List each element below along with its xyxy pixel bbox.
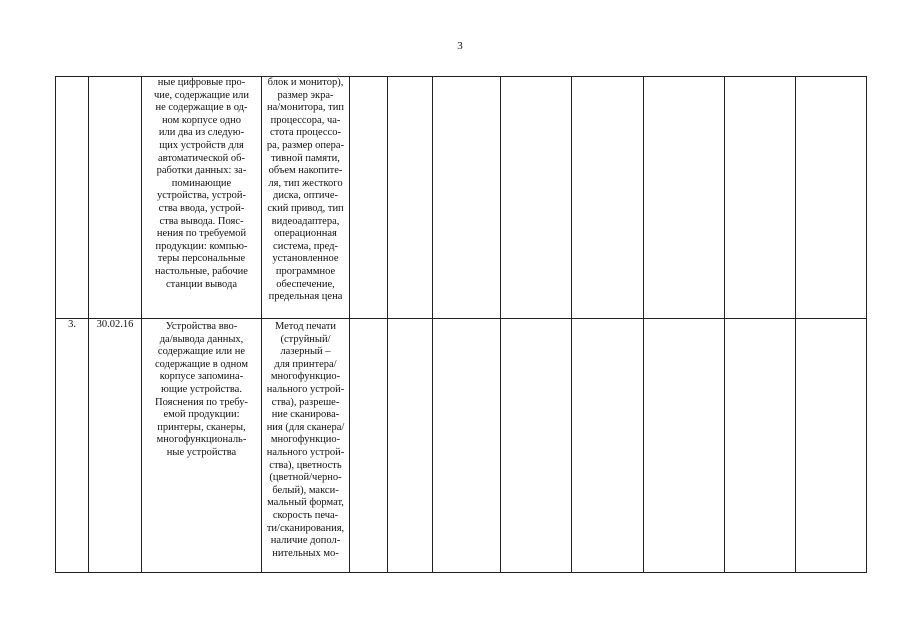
description-line: емой продукции: <box>163 409 240 421</box>
parameters-line: размер экра- <box>277 89 334 101</box>
parameters-line: для принтера/ <box>274 358 337 370</box>
empty-cell <box>572 319 644 573</box>
description-line: ные устройства <box>166 446 237 458</box>
description-line: продукции: компью- <box>155 240 248 252</box>
description-cell <box>142 77 262 319</box>
parameters-line: мальный формат, <box>267 497 344 509</box>
empty-cell <box>796 77 867 319</box>
description-line: ства ввода, устрой- <box>158 202 245 214</box>
description-line: многофункциональ- <box>156 434 247 446</box>
parameters-line: диска, оптиче- <box>273 190 338 202</box>
parameters-line: нительных мо- <box>272 547 339 559</box>
parameters-cell <box>262 77 350 319</box>
parameters-line: многофункцио- <box>270 434 341 446</box>
parameters-line: белый), макси- <box>272 484 339 496</box>
page-number: 3 <box>457 40 463 52</box>
requirements-table <box>55 76 867 573</box>
empty-cell <box>350 319 388 573</box>
parameters-line: (цветной/черно- <box>269 472 342 484</box>
parameters-line: предельная цена <box>268 291 343 303</box>
description-line: автоматической об- <box>157 152 246 164</box>
description-line: ном корпусе одно <box>161 114 242 126</box>
empty-cell <box>725 77 796 319</box>
parameters-line: ти/сканирования, <box>266 522 345 534</box>
parameters-line: нального устрой- <box>266 446 345 458</box>
description-line: содержащие или не <box>157 346 246 358</box>
empty-cell <box>350 77 388 319</box>
empty-cell <box>433 77 501 319</box>
description-cell <box>142 319 262 573</box>
parameters-line: программное <box>275 265 336 277</box>
description-line: Пояснения по требу- <box>155 396 248 408</box>
description-line: настольные, рабочие <box>155 265 248 277</box>
parameters-line: процессора, ча- <box>270 114 341 126</box>
parameters-line: обеспечение, <box>276 278 335 290</box>
parameters-cell <box>262 319 350 573</box>
description-line: теры персональные <box>157 253 246 265</box>
parameters-line: блок и монитор), <box>267 77 344 88</box>
description-line: ства вывода. Пояс- <box>159 215 244 227</box>
parameters-line: лазерный – <box>280 346 331 358</box>
empty-cell <box>644 77 725 319</box>
description-line: да/вывода данных, <box>159 333 244 345</box>
empty-cell <box>433 319 501 573</box>
parameters-line: наличие допол- <box>270 535 341 547</box>
description-line: ющие устройства. <box>161 383 242 395</box>
description-line: или два из следую- <box>158 127 245 139</box>
description-line: принтеры, сканеры, <box>157 421 246 433</box>
parameters-line: ства), разреше- <box>271 396 340 408</box>
row-number-cell: 3. <box>56 319 89 573</box>
empty-cell <box>388 319 433 573</box>
parameters-line: многофункцио- <box>270 371 341 383</box>
date-cell <box>89 77 142 319</box>
table-row <box>56 319 867 573</box>
description-line: корпусе запомина- <box>159 371 244 383</box>
parameters-line: ства), цветность <box>269 459 342 471</box>
parameters-line: ния (для сканера/ <box>266 421 345 433</box>
parameters-line: объем накопите- <box>268 165 343 177</box>
description-line: Устройства вво- <box>165 321 238 332</box>
parameters-line: ние сканирова- <box>271 409 340 421</box>
description-line: поминающие <box>171 177 232 189</box>
parameters-line: ра, размер опера- <box>266 139 345 151</box>
parameters-line: тивной памяти, <box>271 152 340 164</box>
empty-cell <box>501 319 572 573</box>
description-line: щих устройств для <box>159 139 244 151</box>
date-cell: 30.02.16 <box>89 319 142 573</box>
parameters-line: Метод печати <box>274 321 337 332</box>
row-number-cell <box>56 77 89 319</box>
description-line: содержащие в одном <box>155 358 248 370</box>
parameters-line: (струйный/ <box>280 333 331 345</box>
parameters-line: система, пред- <box>273 240 338 252</box>
description-line: работки данных: за- <box>156 165 247 177</box>
empty-cell <box>501 77 572 319</box>
empty-cell <box>644 319 725 573</box>
description-line: чие, содержащие или <box>153 89 250 101</box>
parameters-line: установленное <box>272 253 339 265</box>
table-row <box>56 77 867 319</box>
parameters-line: ский привод, тип <box>267 202 344 214</box>
parameters-line: ля, тип жесткого <box>268 177 343 189</box>
empty-cell <box>388 77 433 319</box>
parameters-line: видеоадаптера, <box>271 215 340 227</box>
empty-cell <box>572 77 644 319</box>
empty-cell <box>725 319 796 573</box>
empty-cell <box>796 319 867 573</box>
description-line: устройства, устрой- <box>157 190 246 202</box>
description-line: нения по требуемой <box>156 228 247 240</box>
description-line: ные цифровые про- <box>157 77 246 88</box>
description-line: станции вывода <box>166 278 237 290</box>
parameters-line: операционная <box>274 228 337 240</box>
parameters-line: нального устрой- <box>266 383 345 395</box>
description-line: не содержащие в од- <box>155 102 248 114</box>
parameters-line: скорость печа- <box>272 509 339 521</box>
parameters-line: стота процессо- <box>270 127 341 139</box>
parameters-line: на/монитора, тип <box>266 102 345 114</box>
